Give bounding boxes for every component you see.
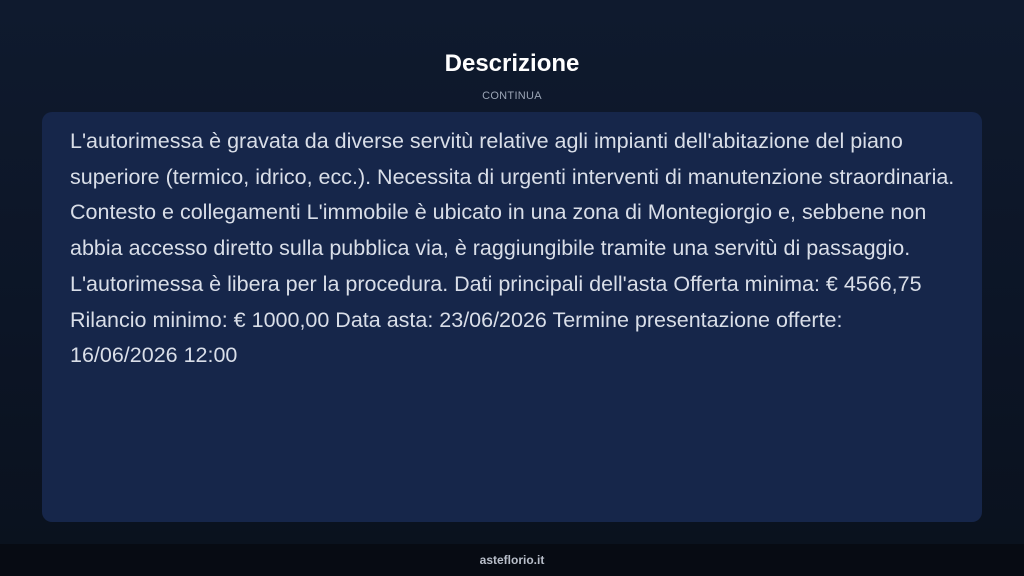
description-card [42,112,982,522]
continue-label: CONTINUA [482,90,542,102]
footer-bar [0,544,1024,576]
page-title: Descrizione [444,50,580,77]
footer-site-name: asteflorio.it [479,553,545,567]
description-text: L'autorimessa è gravata da diverse servitù relative agli impianti dell'abitazione del piano superiore (termico, idrico, ecc.). Necessita di urgenti interventi di manutenzione straordinaria. Contesto e collegamenti L'immobile è ubicato in una zona di Montegiorgio e, sebbene non abbia accesso diretto sulla pubblica via, è raggiungibile tramite una servitù di passaggio. L'autorimessa è libera per la procedura. Dati principali dell'asta Offerta minima: € 4566,75 Rilancio minimo: € 1000,00 Data asta: 23/06/2026 Termine presentazione offerte: 16/06/2026 12:00 [70,129,955,368]
